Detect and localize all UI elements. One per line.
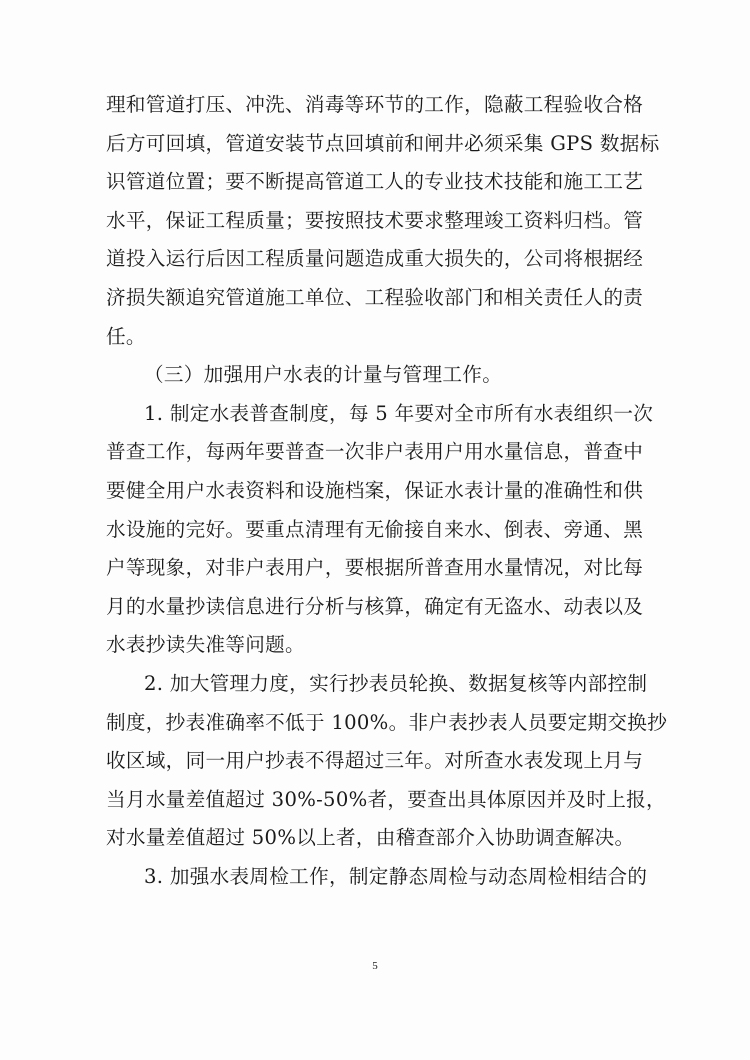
text-line: 后方可回填，管道安装节点回填前和闸井必须采集 GPS 数据标 (106, 131, 660, 155)
text-line: 水设施的完好。要重点清理有无偷接自来水、倒表、旁通、黑 (106, 517, 644, 541)
text-line: 识管道位置；要不断提高管道工人的专业技术技能和施工工艺 (106, 170, 644, 194)
body-text (106, 86, 668, 896)
text-line: 普查工作，每两年要普查一次非户表用户用水量信息，普查中 (106, 440, 644, 464)
text-line: 水平，保证工程质量；要按照技术要求整理竣工资料归档。管 (106, 208, 644, 232)
text-line: 道投入运行后因工程质量问题造成重大损失的，公司将根据经 (106, 247, 644, 271)
text-line: 当月水量差值超过 30%-50%者，要查出具体原因并及时上报， (106, 787, 666, 811)
text-line: 2. 加大管理力度，实行抄表员轮换、数据复核等内部控制 (144, 671, 648, 695)
text-line: 3. 加强水表周检工作，制定静态周检与动态周检相结合的 (144, 864, 648, 888)
text-line: 收区域，同一用户抄表不得超过三年。对所查水表发现上月与 (106, 749, 644, 773)
section-heading: （三）加强用户水表的计量与管理工作。 (144, 363, 503, 387)
text-line: 济损失额追究管道施工单位、工程验收部门和相关责任人的责 (106, 285, 644, 309)
text-line: 水表抄读失准等问题。 (106, 633, 305, 657)
text-line: 月的水量抄读信息进行分析与核算，确定有无盗水、动表以及 (106, 594, 644, 618)
text-line: 任。 (106, 324, 146, 348)
page-number: 5 (372, 960, 378, 972)
text-line: 对水量差值超过 50%以上者，由稽查部介入协助调查解决。 (106, 826, 635, 850)
text-line: 制度，抄表准确率不低于 100%。非户表抄表人员要定期交换抄 (106, 710, 668, 734)
text-line: 理和管道打压、冲洗、消毒等环节的工作，隐蔽工程验收合格 (106, 93, 644, 116)
text-line: 要健全用户水表资料和设施档案，保证水表计量的准确性和供 (106, 478, 644, 502)
text-line: 1. 制定水表普查制度，每 5 年要对全市所有水表组织一次 (144, 401, 654, 425)
text-line: 户等现象，对非户表用户，要根据所普查用水量情况，对比每 (106, 556, 644, 580)
